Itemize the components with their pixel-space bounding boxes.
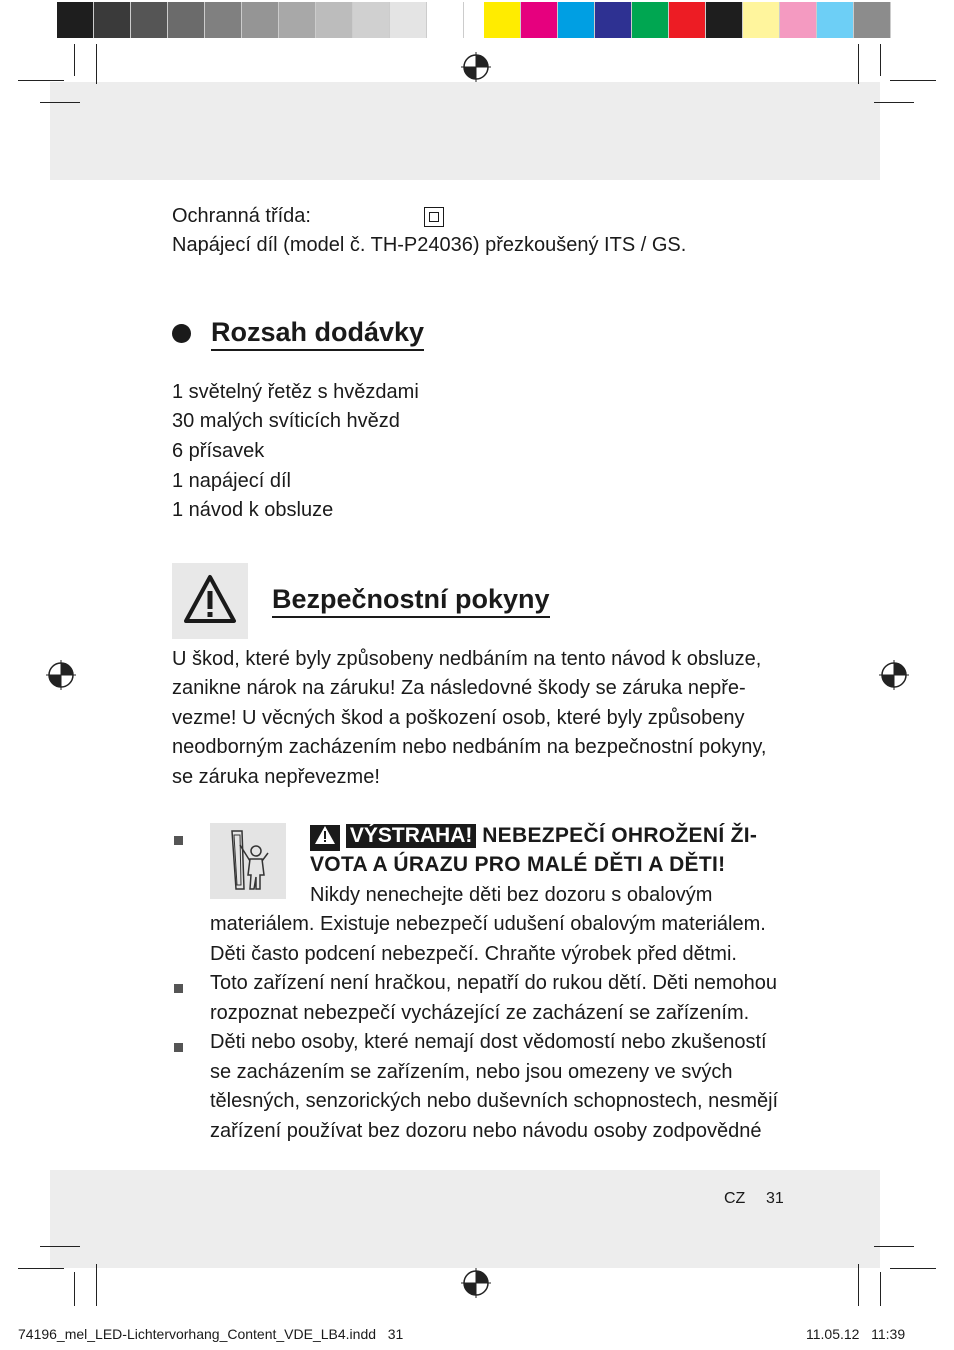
power-supply-note: Napájecí díl (model č. TH-P24036) přezkoušený ITS / GS. <box>172 234 687 256</box>
crop-mark <box>18 1268 64 1269</box>
color-swatch <box>168 2 205 38</box>
warning-head-line-2: VOTA A ÚRAZU PRO MALÉ DĚTI A DĚTI! <box>310 853 726 876</box>
crop-mark <box>96 44 97 84</box>
registration-mark-icon <box>461 52 491 82</box>
color-swatch <box>57 2 94 38</box>
color-swatch <box>279 2 316 38</box>
crop-mark <box>74 44 75 76</box>
safety-intro-line: zanikne nárok na záruku! Za následovné škody se záruka nepře- <box>172 677 746 699</box>
color-swatch <box>94 2 131 38</box>
bullet-text-line: rozpoznat nebezpečí vycházející ze zacházení se zařízením. <box>210 1002 750 1024</box>
color-swatch <box>632 2 669 38</box>
color-swatch <box>743 2 780 38</box>
crop-mark <box>40 1246 80 1247</box>
bullet-text-line: tělesných, senzorických nebo duševních schopnostech, nesmějí <box>210 1090 779 1112</box>
registration-mark-icon <box>46 660 76 690</box>
warning-head-text-1: NEBEZPEČÍ OHROŽENÍ ŽI- <box>482 824 758 847</box>
warning-triangle-icon <box>172 563 248 639</box>
registration-mark-icon <box>879 660 909 690</box>
registration-mark-icon <box>461 1268 491 1298</box>
color-swatch <box>817 2 854 38</box>
square-bullet-icon <box>174 1043 183 1052</box>
crop-mark <box>890 1268 936 1269</box>
color-swatch <box>854 2 891 38</box>
color-swatch <box>669 2 706 38</box>
warning-icon-box <box>172 563 248 639</box>
heading-bullet-icon <box>172 324 191 343</box>
child-warning-icon-box <box>210 823 286 899</box>
bullet-text-line: materiálem. Existuje nebezpečí udušení obalovým materiálem. <box>210 913 766 935</box>
color-swatch <box>242 2 279 38</box>
color-swatch <box>706 2 743 38</box>
crop-mark <box>874 1246 914 1247</box>
warning-label: VÝSTRAHA! <box>346 824 477 848</box>
list-item: 6 přísavek <box>172 440 265 462</box>
warning-head-line-1 <box>310 824 757 851</box>
print-slug-datetime: 11.05.12 11:39 <box>806 1326 906 1342</box>
list-item: 1 návod k obsluze <box>172 499 334 521</box>
safety-intro-line: U škod, které byly způsobeny nedbáním na tento návod k obsluze, <box>172 648 762 670</box>
bullet-text-line: zařízení používat bez dozoru nebo návodu osoby zodpovědné <box>210 1120 762 1142</box>
crop-mark <box>880 1272 881 1306</box>
square-bullet-icon <box>174 836 183 845</box>
safety-intro-line: neodborným zacházením nebo nedbáním na bezpečnostní pokyny, <box>172 736 767 758</box>
bullet-text-line: se zacházením se zařízením, nebo jsou omezeny ve svých <box>210 1061 733 1083</box>
list-item: 30 malých svíticích hvězd <box>172 410 400 432</box>
process-color-bar <box>484 2 891 38</box>
class-ii-double-square-icon <box>424 207 444 227</box>
safety-intro-line: se záruka nepřevezme! <box>172 766 380 788</box>
child-with-bag-icon <box>210 823 286 899</box>
crop-mark <box>96 1264 97 1306</box>
delivery-heading: Rozsah dodávky <box>211 315 424 351</box>
bullet-text-line: Toto zařízení není hračkou, nepatří do rukou dětí. Děti nemohou <box>210 972 778 994</box>
warning-triangle-inline-icon <box>310 825 340 851</box>
crop-mark <box>74 1272 75 1306</box>
square-bullet-icon <box>174 984 183 993</box>
crop-mark <box>40 102 80 103</box>
bullet-text-line: Nikdy nenechejte děti bez dozoru s obalovým <box>310 884 713 906</box>
protection-class-label: Ochranná třída: <box>172 205 311 227</box>
color-swatch <box>780 2 817 38</box>
color-swatch <box>131 2 168 38</box>
color-swatch <box>353 2 390 38</box>
color-swatch <box>558 2 595 38</box>
crop-mark <box>858 1264 859 1306</box>
list-item: 1 světelný řetěz s hvězdami <box>172 381 419 403</box>
color-swatch <box>390 2 427 38</box>
crop-mark <box>18 80 64 81</box>
crop-mark <box>880 44 881 76</box>
crop-mark <box>858 44 859 84</box>
color-swatch <box>595 2 632 38</box>
safety-heading: Bezpečnostní pokyny <box>272 582 550 618</box>
bullet-text-line: Děti často podcení nebezpečí. Chraňte výrobek před dětmi. <box>210 943 737 965</box>
footer-band <box>50 1170 880 1268</box>
safety-intro-line: vezme! U věcných škod a poškození osob, které byly způsobeny <box>172 707 745 729</box>
header-band <box>50 82 880 180</box>
page-language: CZ <box>724 1190 746 1207</box>
color-swatch <box>427 2 464 38</box>
color-swatch <box>484 2 521 38</box>
crop-mark <box>890 80 936 81</box>
color-swatch <box>521 2 558 38</box>
print-slug-file: 74196_mel_LED-Lichtervorhang_Content_VDE_LB4.indd 31 <box>18 1326 404 1342</box>
grayscale-color-bar <box>57 2 464 38</box>
bullet-text-line: Děti nebo osoby, které nemají dost vědomostí nebo zkušeností <box>210 1031 767 1053</box>
list-item: 1 napájecí díl <box>172 470 291 492</box>
crop-mark <box>874 102 914 103</box>
page-number: 31 <box>766 1190 784 1207</box>
color-swatch <box>316 2 353 38</box>
color-swatch <box>205 2 242 38</box>
